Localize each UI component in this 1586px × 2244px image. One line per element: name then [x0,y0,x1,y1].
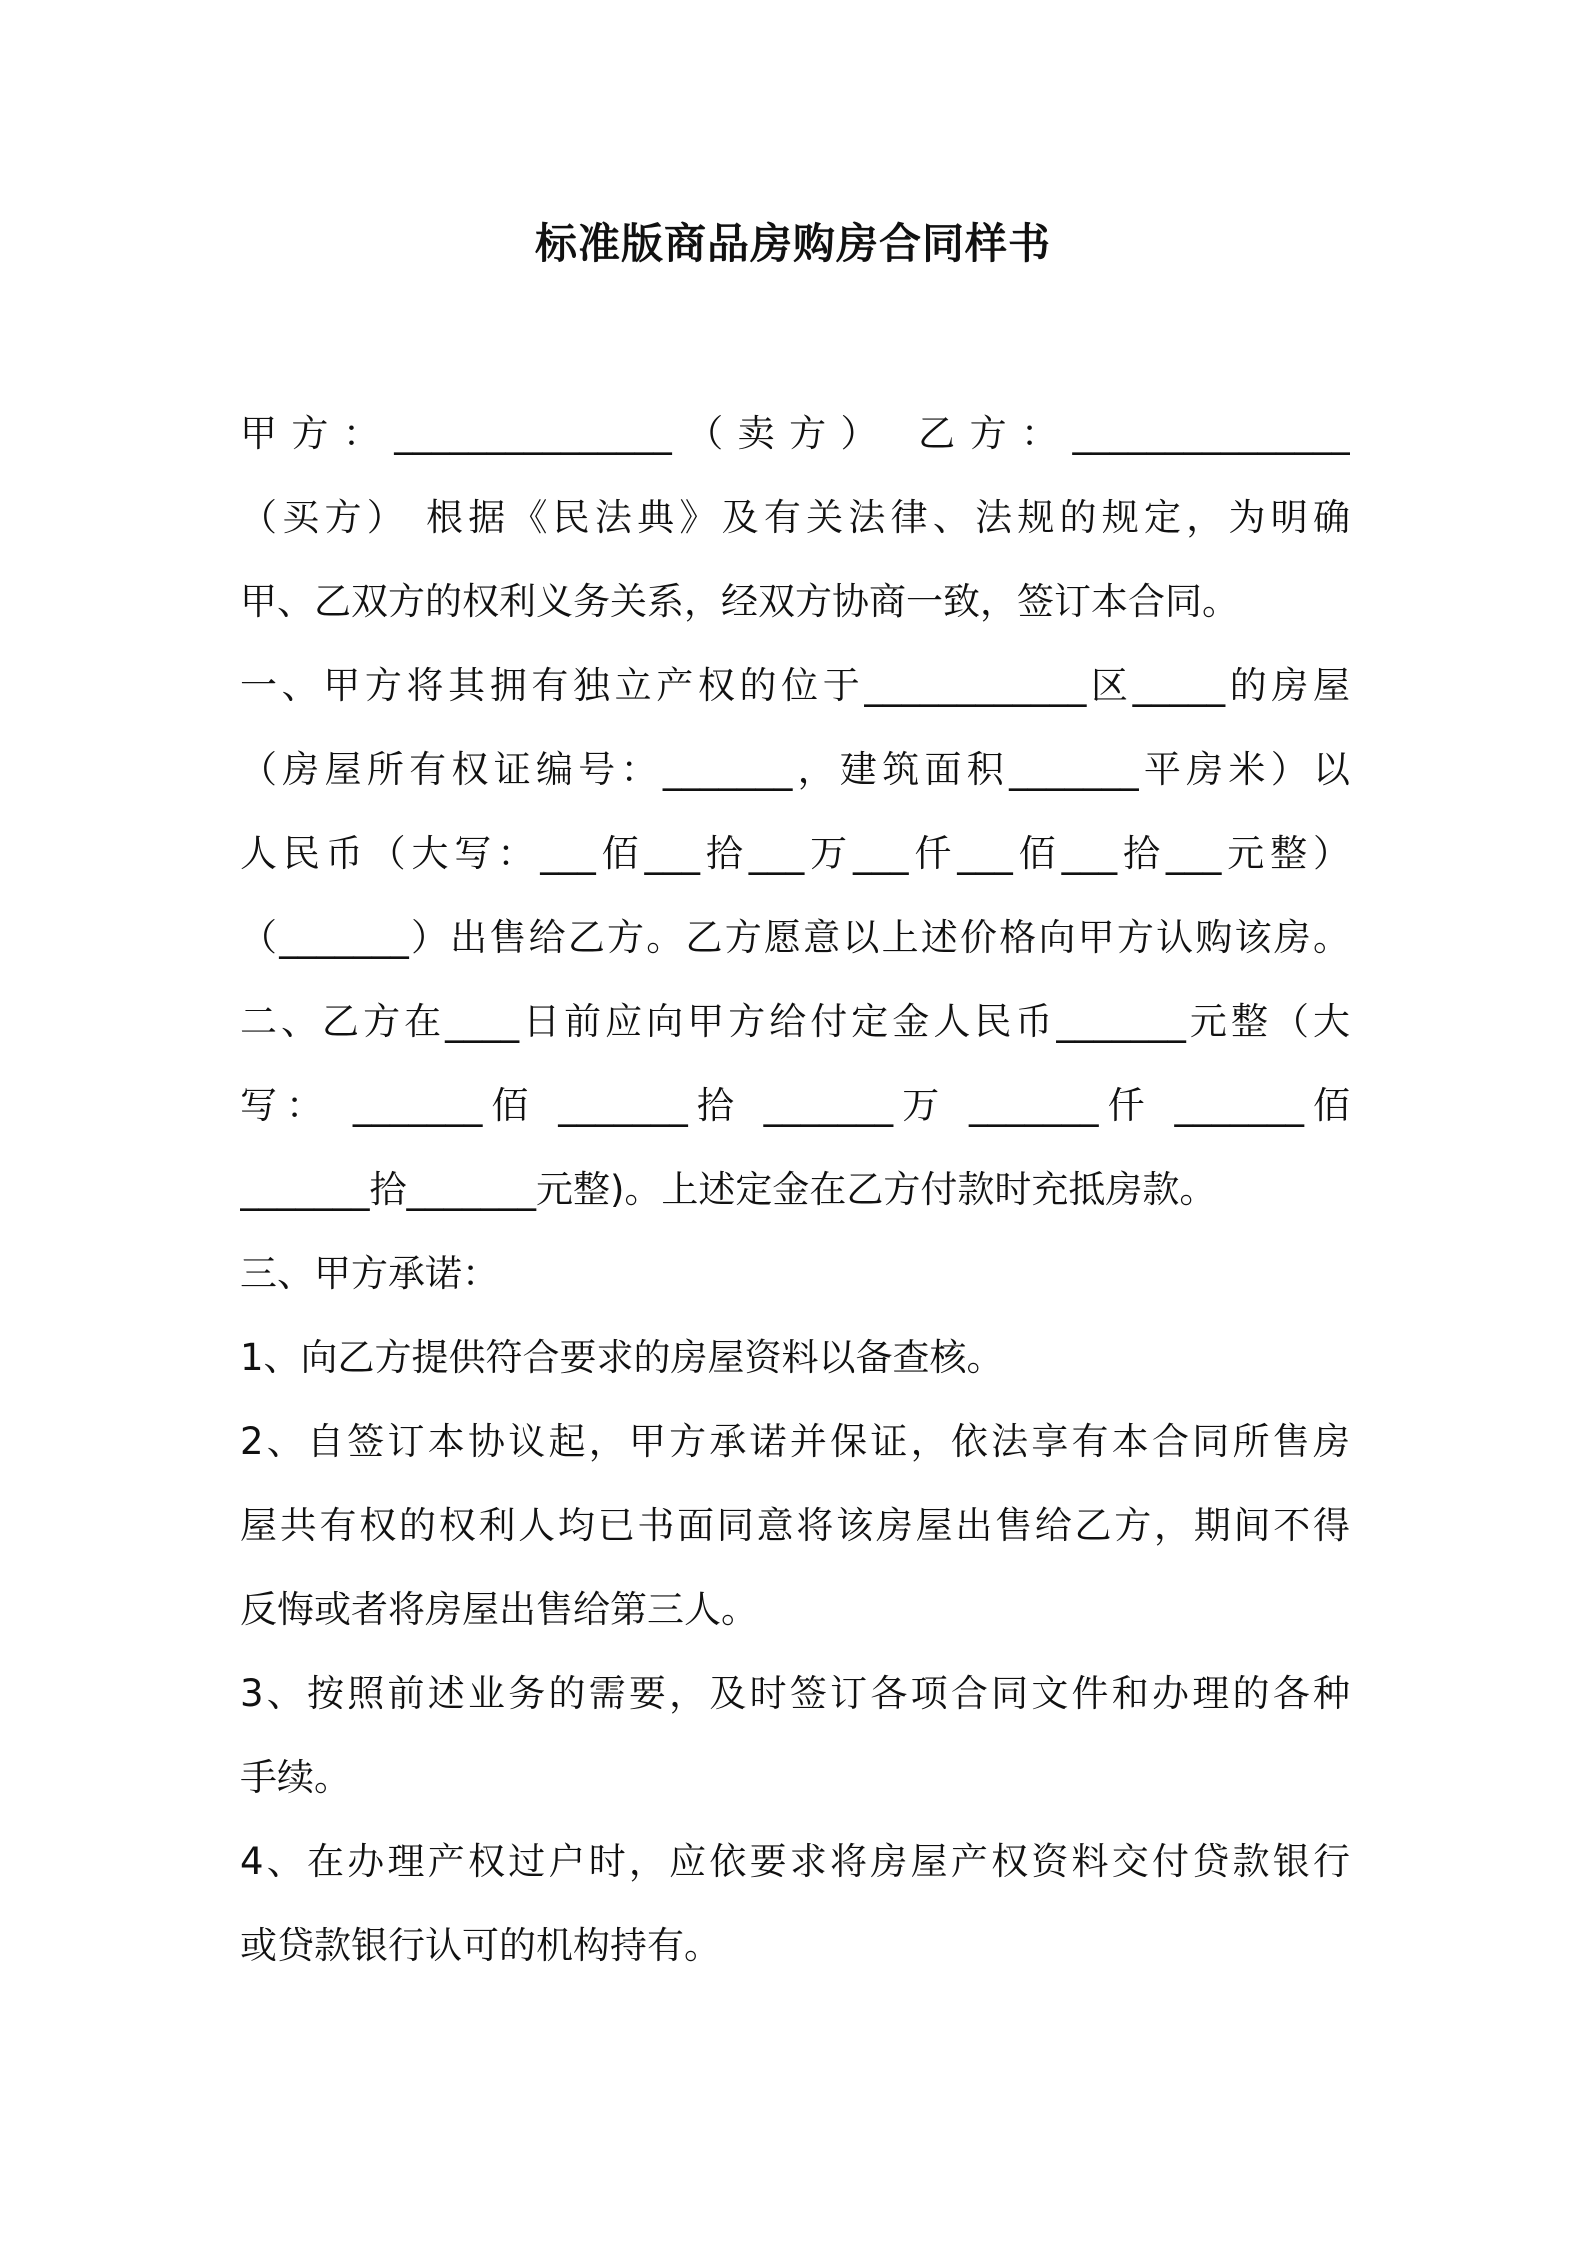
party-line: 甲方：_______________（卖方） 乙方：_______________ [240,412,1350,455]
clause-2-line-1: 二、乙方在____日前应向甲方给付定金人民币_______元整（大 [240,1000,1350,1043]
clause-3-item-3-line-1: 3、按照前述业务的需要，及时签订各项合同文件和办理的各种 [240,1672,1350,1715]
clause-3-item-4-line-1: 4、在办理产权过户时，应依要求将房屋产权资料交付贷款银行 [240,1840,1350,1883]
preamble-line-1: （买方） 根据《民法典》及有关法律、法规的规定，为明确 [240,496,1350,539]
clause-3-item-3-line-2: 手续。 [240,1756,351,1799]
clause-3-item-4-line-2: 或贷款银行认可的机构持有。 [240,1924,721,1967]
clause-1-line-1: 一、甲方将其拥有独立产权的位于____________区_____的房屋 [240,664,1350,707]
clause-2-line-2: 写： _______佰 _______拾 _______万 _______仟 _______佰 [240,1084,1350,1127]
clause-1-line-2: （房屋所有权证编号：_______，建筑面积_______平房米）以 [240,748,1350,791]
clause-1-line-3: 人民币（大写：___佰___拾___万___仟___佰___拾___元整） [240,832,1350,875]
clause-3-item-2-line-1: 2、自签订本协议起，甲方承诺并保证，依法享有本合同所售房 [240,1420,1350,1463]
clause-3-item-2-line-2: 屋共有权的权利人均已书面同意将该房屋出售给乙方，期间不得 [240,1504,1350,1547]
clause-2-line-3: _______拾_______元整)。上述定金在乙方付款时充抵房款。 [240,1168,1217,1211]
clause-1-line-4: （_______）出售给乙方。乙方愿意以上述价格向甲方认购该房。 [240,916,1350,959]
clause-3-heading: 三、甲方承诺： [240,1252,499,1295]
preamble-line-2: 甲、乙双方的权利义务关系，经双方协商一致，签订本合同。 [240,580,1239,623]
clause-3-item-1: 1、向乙方提供符合要求的房屋资料以备查核。 [240,1336,1004,1379]
clause-3-item-2-line-3: 反悔或者将房屋出售给第三人。 [240,1588,758,1631]
document-title: 标准版商品房购房合同样书 [534,219,1051,268]
